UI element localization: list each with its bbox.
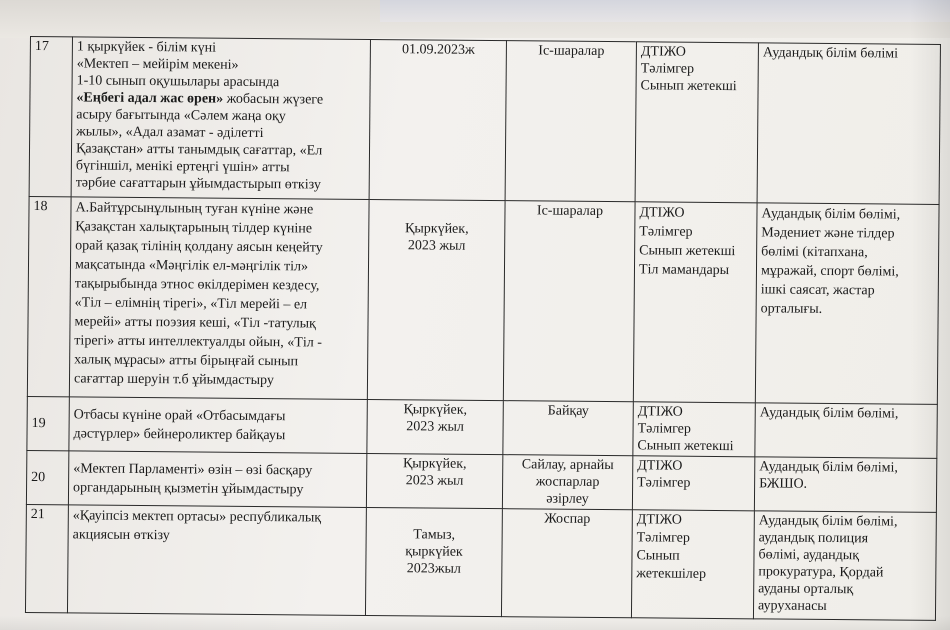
event-date: Қыркүйек, 2023 жыл bbox=[367, 399, 503, 454]
event-date: Қыркүйек, 2023 жыл bbox=[366, 453, 502, 508]
event-date: Қыркүйек, 2023 жыл bbox=[367, 199, 505, 400]
partners: Аудандық білім бөлімі, bbox=[755, 403, 937, 459]
responsible: ДТІЖО Тәлімгер Сынып жетекші bbox=[635, 42, 758, 203]
event-date: Тамыз, қыркүйек 2023жыл bbox=[365, 507, 502, 616]
row-number: 20 bbox=[26, 450, 68, 504]
page-edge-shadow bbox=[910, 0, 950, 630]
event-form: Байқау bbox=[503, 401, 633, 456]
page-top-edge bbox=[0, 0, 950, 38]
event-form: Сайлау, арнайы жоспарлар әзірлеу bbox=[502, 455, 632, 510]
table-row bbox=[27, 196, 939, 404]
row-number: 19 bbox=[27, 396, 69, 450]
event-plan-table bbox=[25, 36, 941, 621]
table-row bbox=[25, 504, 936, 620]
page-bottom-shadow bbox=[0, 616, 950, 630]
partners: Аудандық білім бөлімі bbox=[757, 43, 940, 205]
event-description: Отбасы күніне орай «Отбасымдағы дәстүрлер» бейнероликтер байқауы bbox=[69, 397, 367, 454]
row-number: 21 bbox=[25, 504, 68, 612]
partners: Аудандық білім бөлімі, БЖШО. bbox=[754, 457, 936, 513]
partners: Аудандық білім бөлімі, Мәдениет және тілдер бөлімі (кітапхана, мұражай, спорт бөлімі, ішкі саясат, жастар орталығы. bbox=[755, 203, 939, 405]
event-description: А.Байтұрсынұлының туған күніне және Қазақстан халықтарының тілдер күніне орай қазақ тілінің қолдану аясын кеңейту мақсатында «Мәңгілік ел-мәңгілік тіл» тақырыбында этнос өкілдерімен кездесу, «Тіл – елімнің тірегі», «Тіл мерейі – ел мерейі» атты поэзия кеші, «Тіл -татулық тірегі» атты интеллектуалды ойын, «Тіл - халық мұрасы» атты бірыңғай сынып сағаттар шеруін т.б ұйымдастыру bbox=[69, 197, 369, 400]
row-number: 17 bbox=[29, 37, 72, 197]
event-form: Іс-шаралар bbox=[503, 201, 635, 402]
event-description: «Мектеп Парламенті» өзін – өзі басқару органдарының қызметін ұйымдастыру bbox=[68, 451, 366, 508]
responsible: ДТІЖО Тәлімгер bbox=[632, 456, 754, 511]
row-number: 18 bbox=[27, 196, 71, 396]
table-row bbox=[27, 396, 937, 458]
event-description: 1 қыркүйек - білім күні «Мектеп – мейірім мекені» 1-10 сынып оқушылары арасында «Еңбегі адал жас өрен» жобасын жүзеге асыру бағытында «Сәлем жаңа оқу жылы», «Адал азамат - әділетті Қазақстан» атты танымдық сағаттар, «Ел бүгіншіл, менікі ертеңгі үшін» атты тәрбие сағаттарын ұйымдастырып өткізу bbox=[71, 37, 370, 200]
responsible: ДТІЖО Тәлімгер Сынып жетекшілер bbox=[631, 510, 754, 619]
table-row bbox=[26, 450, 936, 512]
event-date: 01.09.2023ж bbox=[369, 39, 506, 200]
event-form: Іс-шаралар bbox=[505, 41, 636, 202]
partners: Аудандық білім бөлімі, аудандық полиция бөлімі, аудандық прокуратура, Қордай ауданы орталық ауруханасы bbox=[753, 511, 936, 621]
responsible: ДТІЖО Тәлімгер Сынып жетекші bbox=[633, 402, 755, 457]
table-row bbox=[29, 37, 940, 205]
event-description: «Қауіпсіз мектеп ортасы» республикалық акциясын өткізу bbox=[67, 505, 366, 616]
event-form: Жоспар bbox=[501, 509, 632, 618]
responsible: ДТІЖО Тәлімгер Сынып жетекші Тіл мамандары bbox=[633, 202, 757, 403]
